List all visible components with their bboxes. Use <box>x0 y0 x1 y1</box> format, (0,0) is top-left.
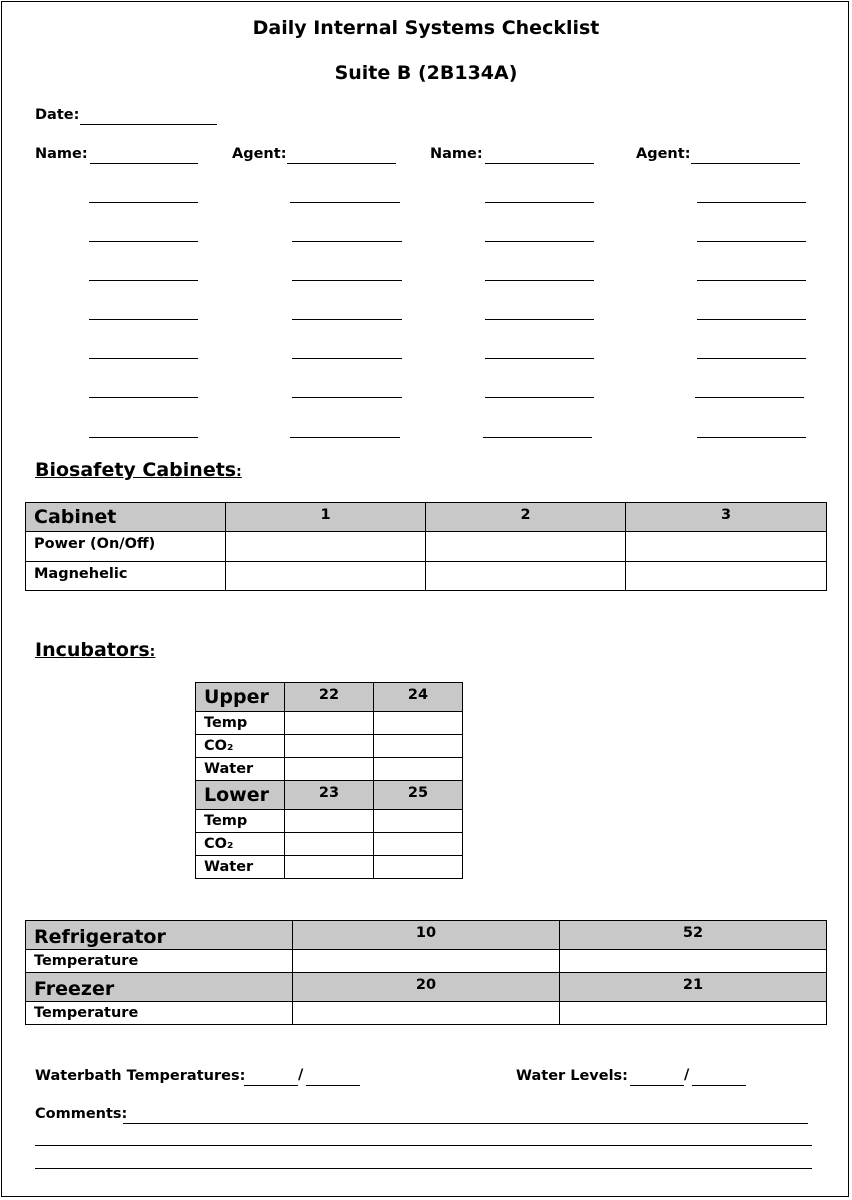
agent-line-2g[interactable] <box>697 437 806 438</box>
incubator-25-co2-cell[interactable] <box>374 833 463 856</box>
upper-header: Upper <box>196 683 285 712</box>
table-row <box>196 833 463 856</box>
cabinet-header: Cabinet <box>26 503 226 532</box>
table-row <box>196 712 463 735</box>
freezer-20-header: 20 <box>293 973 560 1002</box>
date-label: Date: <box>35 107 80 123</box>
freezer-temp-label: Temperature <box>26 1002 293 1025</box>
name-line-1f[interactable] <box>89 397 198 398</box>
name-line-2e[interactable] <box>485 358 594 359</box>
biosafety-heading <box>35 459 242 481</box>
water-levels-label: Water Levels: <box>516 1068 628 1084</box>
magnehelic-cell-2[interactable] <box>426 562 626 591</box>
name-line-2c[interactable] <box>485 280 594 281</box>
agent-line-2d[interactable] <box>697 319 806 320</box>
power-row-label: Power (On/Off) <box>26 532 226 562</box>
name-line-1d[interactable] <box>89 319 198 320</box>
name-field-1[interactable] <box>90 163 198 164</box>
agent-line-1d[interactable] <box>292 319 402 320</box>
agent-line-2c[interactable] <box>697 280 806 281</box>
comments-line-3[interactable] <box>35 1168 812 1169</box>
name-label-2: Name: <box>430 146 483 162</box>
agent-line-1f[interactable] <box>292 397 402 398</box>
refrigerator-10-header: 10 <box>293 921 560 950</box>
incubator-25-temp-cell[interactable] <box>374 810 463 833</box>
magnehelic-cell-3[interactable] <box>626 562 827 591</box>
table-row <box>196 856 463 879</box>
incubator-24-water-cell[interactable] <box>374 758 463 781</box>
waterbath-label: Waterbath Temperatures: <box>35 1068 246 1084</box>
name-line-2d[interactable] <box>485 319 594 320</box>
agent-line-1c[interactable] <box>292 280 402 281</box>
table-row <box>26 532 827 562</box>
agent-field-2[interactable] <box>691 163 800 164</box>
name-line-1g[interactable] <box>89 437 198 438</box>
freezer-21-temp-cell[interactable] <box>560 1002 827 1025</box>
cabinet-col-1: 1 <box>226 503 426 532</box>
refrigerator-temp-label: Temperature <box>26 950 293 973</box>
name-line-1a[interactable] <box>89 202 198 203</box>
waterbath-field-1[interactable] <box>244 1085 298 1086</box>
incubator-23-co2-cell[interactable] <box>285 833 374 856</box>
name-line-2f[interactable] <box>485 397 594 398</box>
water-levels-slash: / <box>684 1067 690 1083</box>
incubators-heading <box>35 639 155 661</box>
incubator-23-temp-cell[interactable] <box>285 810 374 833</box>
incubator-25-header: 25 <box>374 781 463 810</box>
waterbath-slash: / <box>298 1067 304 1083</box>
incubator-22-header: 22 <box>285 683 374 712</box>
table-row <box>196 758 463 781</box>
cabinet-col-2: 2 <box>426 503 626 532</box>
name-line-2a[interactable] <box>485 202 594 203</box>
upper-temp-label: Temp <box>196 712 285 735</box>
lower-header: Lower <box>196 781 285 810</box>
incubator-24-header: 24 <box>374 683 463 712</box>
freezer-header-row <box>26 973 827 1002</box>
upper-header-row <box>196 683 463 712</box>
agent-line-2b[interactable] <box>697 241 806 242</box>
refrigerator-10-temp-cell[interactable] <box>293 950 560 973</box>
name-line-1c[interactable] <box>89 280 198 281</box>
table-row <box>26 1002 827 1025</box>
freezer-21-header: 21 <box>560 973 827 1002</box>
refrigerator-52-header: 52 <box>560 921 827 950</box>
incubator-22-water-cell[interactable] <box>285 758 374 781</box>
comments-label: Comments: <box>35 1106 128 1122</box>
biosafety-heading-text: Biosafety Cabinets <box>35 459 237 481</box>
agent-line-1b[interactable] <box>292 241 402 242</box>
incubator-25-water-cell[interactable] <box>374 856 463 879</box>
freezer-20-temp-cell[interactable] <box>293 1002 560 1025</box>
refrigerator-52-temp-cell[interactable] <box>560 950 827 973</box>
incubator-24-temp-cell[interactable] <box>374 712 463 735</box>
name-line-2g[interactable] <box>483 437 592 438</box>
incubator-23-water-cell[interactable] <box>285 856 374 879</box>
agent-line-1a[interactable] <box>290 202 400 203</box>
upper-water-label: Water <box>196 758 285 781</box>
cabinet-col-3: 3 <box>626 503 827 532</box>
name-field-2[interactable] <box>485 163 594 164</box>
agent-line-2a[interactable] <box>697 202 806 203</box>
incubator-22-co2-cell[interactable] <box>285 735 374 758</box>
power-cell-2[interactable] <box>426 532 626 562</box>
table-row <box>196 810 463 833</box>
biosafety-table <box>25 502 827 591</box>
lower-water-label: Water <box>196 856 285 879</box>
agent-line-2f[interactable] <box>695 397 804 398</box>
refrigerator-header: Refrigerator <box>26 921 293 950</box>
water-levels-field-2[interactable] <box>692 1085 746 1086</box>
agent-field-1[interactable] <box>287 163 396 164</box>
name-line-1b[interactable] <box>89 241 198 242</box>
biosafety-heading-colon: : <box>236 464 242 480</box>
incubators-heading-text: Incubators <box>35 639 150 661</box>
agent-label-2: Agent: <box>636 146 691 162</box>
name-line-1e[interactable] <box>89 358 198 359</box>
power-cell-1[interactable] <box>226 532 426 562</box>
agent-line-1e[interactable] <box>292 358 402 359</box>
agent-line-2e[interactable] <box>697 358 806 359</box>
agent-line-1g[interactable] <box>290 437 400 438</box>
lower-co2-label: CO₂ <box>196 833 285 856</box>
name-line-2b[interactable] <box>485 241 594 242</box>
magnehelic-row-label: Magnehelic <box>26 562 226 591</box>
table-row <box>196 735 463 758</box>
table-row <box>26 950 827 973</box>
name-label-1: Name: <box>35 146 88 162</box>
incubators-heading-colon: : <box>149 644 156 660</box>
refrigerator-header-row <box>26 921 827 950</box>
lower-header-row <box>196 781 463 810</box>
incubator-24-co2-cell[interactable] <box>374 735 463 758</box>
waterbath-field-2[interactable] <box>306 1085 360 1086</box>
cold-storage-table <box>25 920 827 1025</box>
agent-label-1: Agent: <box>232 146 287 162</box>
comments-line-2[interactable] <box>35 1145 812 1146</box>
lower-temp-label: Temp <box>196 810 285 833</box>
power-cell-3[interactable] <box>626 532 827 562</box>
water-levels-field-1[interactable] <box>630 1085 684 1086</box>
magnehelic-cell-1[interactable] <box>226 562 426 591</box>
incubators-table <box>195 682 463 879</box>
date-field[interactable] <box>80 124 217 125</box>
page-title: Daily Internal Systems Checklist <box>252 17 600 39</box>
table-row <box>26 562 827 591</box>
page-subtitle: Suite B (2B134A) <box>334 62 518 84</box>
comments-line-1[interactable] <box>123 1123 808 1124</box>
incubator-23-header: 23 <box>285 781 374 810</box>
freezer-header: Freezer <box>26 973 293 1002</box>
incubator-22-temp-cell[interactable] <box>285 712 374 735</box>
biosafety-header-row <box>26 503 827 532</box>
upper-co2-label: CO₂ <box>196 735 285 758</box>
